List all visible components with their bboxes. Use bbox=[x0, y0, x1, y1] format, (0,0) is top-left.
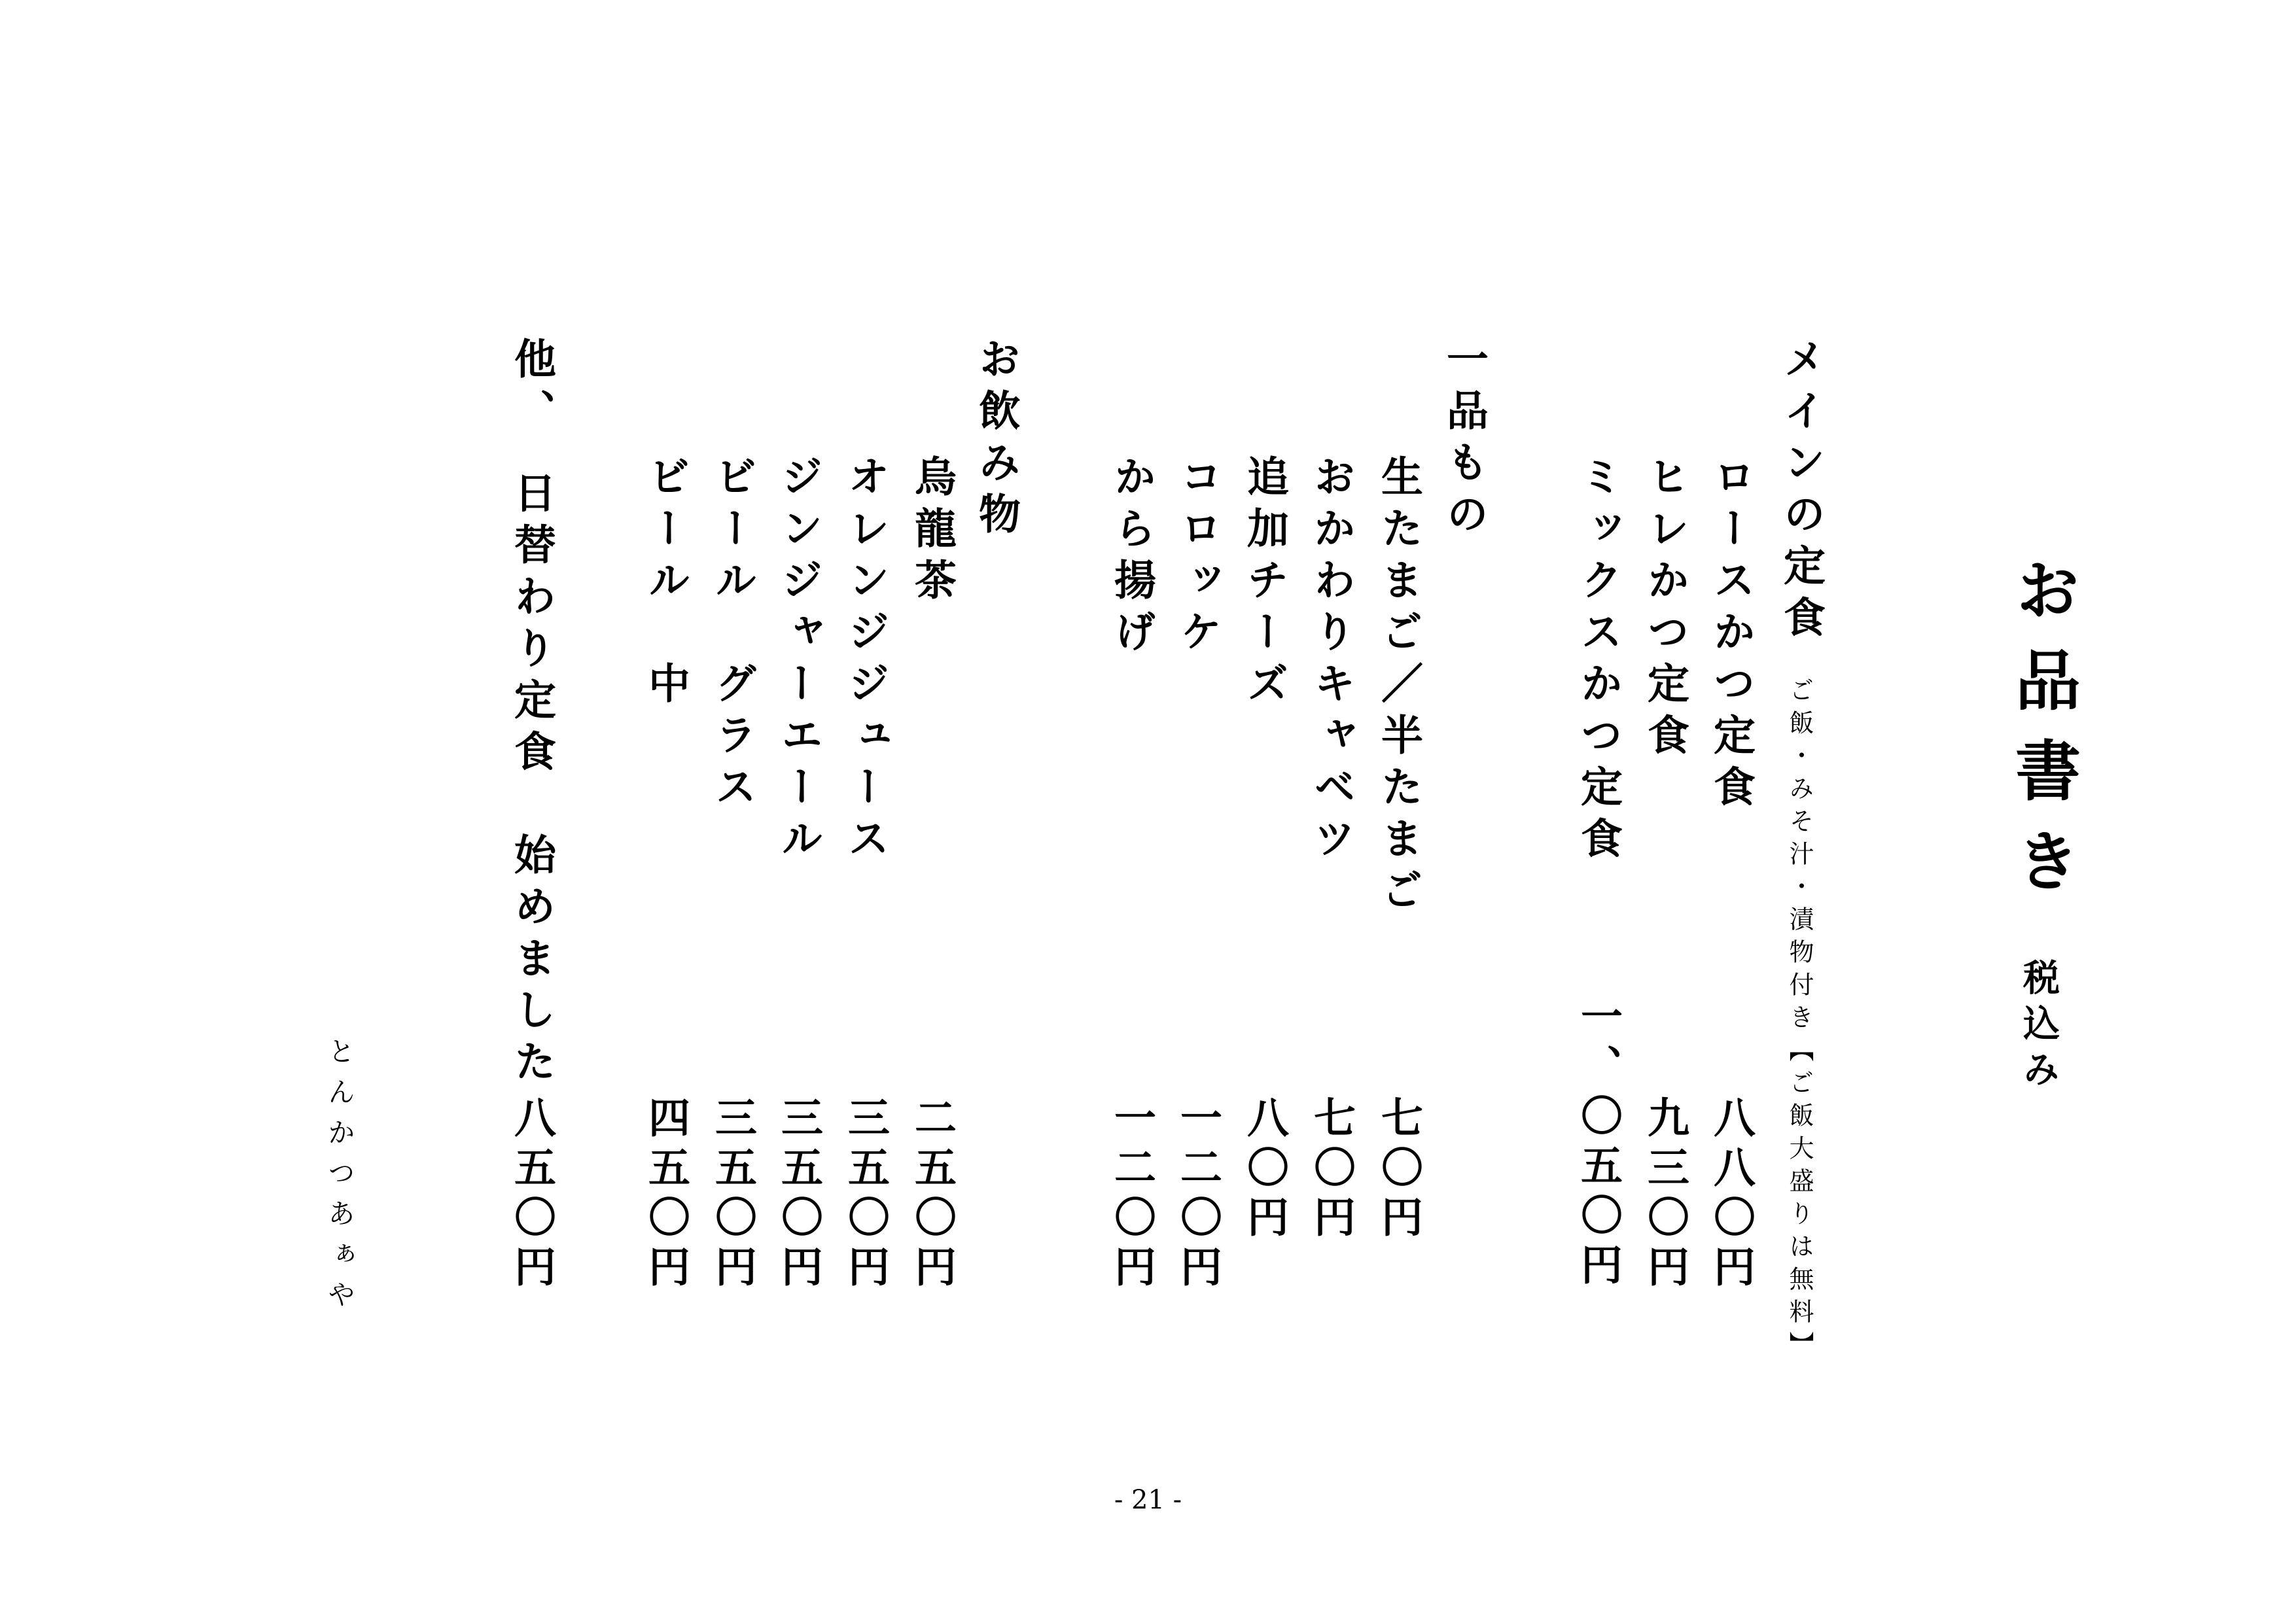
menu-item-name: から揚げ bbox=[1107, 455, 1156, 661]
menu-item-price: 一、〇五〇円 bbox=[1574, 994, 1623, 1293]
menu-item-price: 七〇円 bbox=[1374, 1096, 1423, 1245]
menu-item-name: 追加チーズ bbox=[1240, 455, 1289, 713]
menu-item-price: 三五〇円 bbox=[841, 1096, 890, 1295]
menu-item-name: 生たまご／半たまご bbox=[1374, 455, 1423, 920]
sides-section-heading: 一品もの bbox=[1439, 337, 1489, 544]
page-number: - 21 - bbox=[1114, 1485, 1182, 1515]
menu-item-price: 一二〇円 bbox=[1173, 1096, 1222, 1295]
menu-item-name: おかわりキャベツ bbox=[1307, 455, 1356, 868]
menu-item-name: オレンジジュース bbox=[841, 455, 890, 868]
page-title: お品書き bbox=[2004, 556, 2081, 917]
menu-item-price: 七〇円 bbox=[1307, 1096, 1356, 1245]
main-section-heading: メインの定食 bbox=[1776, 337, 1826, 647]
menu-item-price: 八八〇円 bbox=[1706, 1096, 1756, 1295]
other-price: 八五〇円 bbox=[507, 1096, 556, 1295]
menu-item-name: ミックスかつ定食 bbox=[1574, 455, 1623, 868]
menu-item-price: 一二〇円 bbox=[1107, 1096, 1156, 1295]
menu-item-name: ヒレかつ定食 bbox=[1640, 455, 1689, 765]
menu-item-name: ロースかつ定食 bbox=[1706, 455, 1756, 816]
menu-item-name: ビール グラス bbox=[708, 455, 757, 816]
shop-name: とんかつあぁや bbox=[324, 1037, 356, 1321]
drinks-section-heading: お飲み物 bbox=[972, 337, 1021, 544]
menu-item-price: 二五〇円 bbox=[908, 1096, 957, 1295]
menu-item-price: 八〇円 bbox=[1240, 1096, 1289, 1245]
menu-item-price: 九三〇円 bbox=[1640, 1096, 1689, 1295]
menu-item-price: 三五〇円 bbox=[774, 1096, 823, 1295]
menu-item-price: 四五〇円 bbox=[641, 1096, 690, 1295]
main-section-note: ご飯・みそ汁・漬物付き【ご飯大盛りは無料】 bbox=[1785, 677, 1814, 1364]
menu-item-name: ビール 中 bbox=[641, 455, 690, 713]
menu-item-name: コロッケ bbox=[1173, 455, 1222, 661]
menu-item-price: 三五〇円 bbox=[708, 1096, 757, 1295]
other-announcement: 他、 日替わり定食 始めました bbox=[507, 337, 556, 1091]
menu-item-name: 烏龍茶 bbox=[908, 455, 957, 610]
tax-note: 税込み bbox=[2017, 958, 2060, 1096]
menu-item-name: ジンジャーエール bbox=[774, 455, 823, 868]
